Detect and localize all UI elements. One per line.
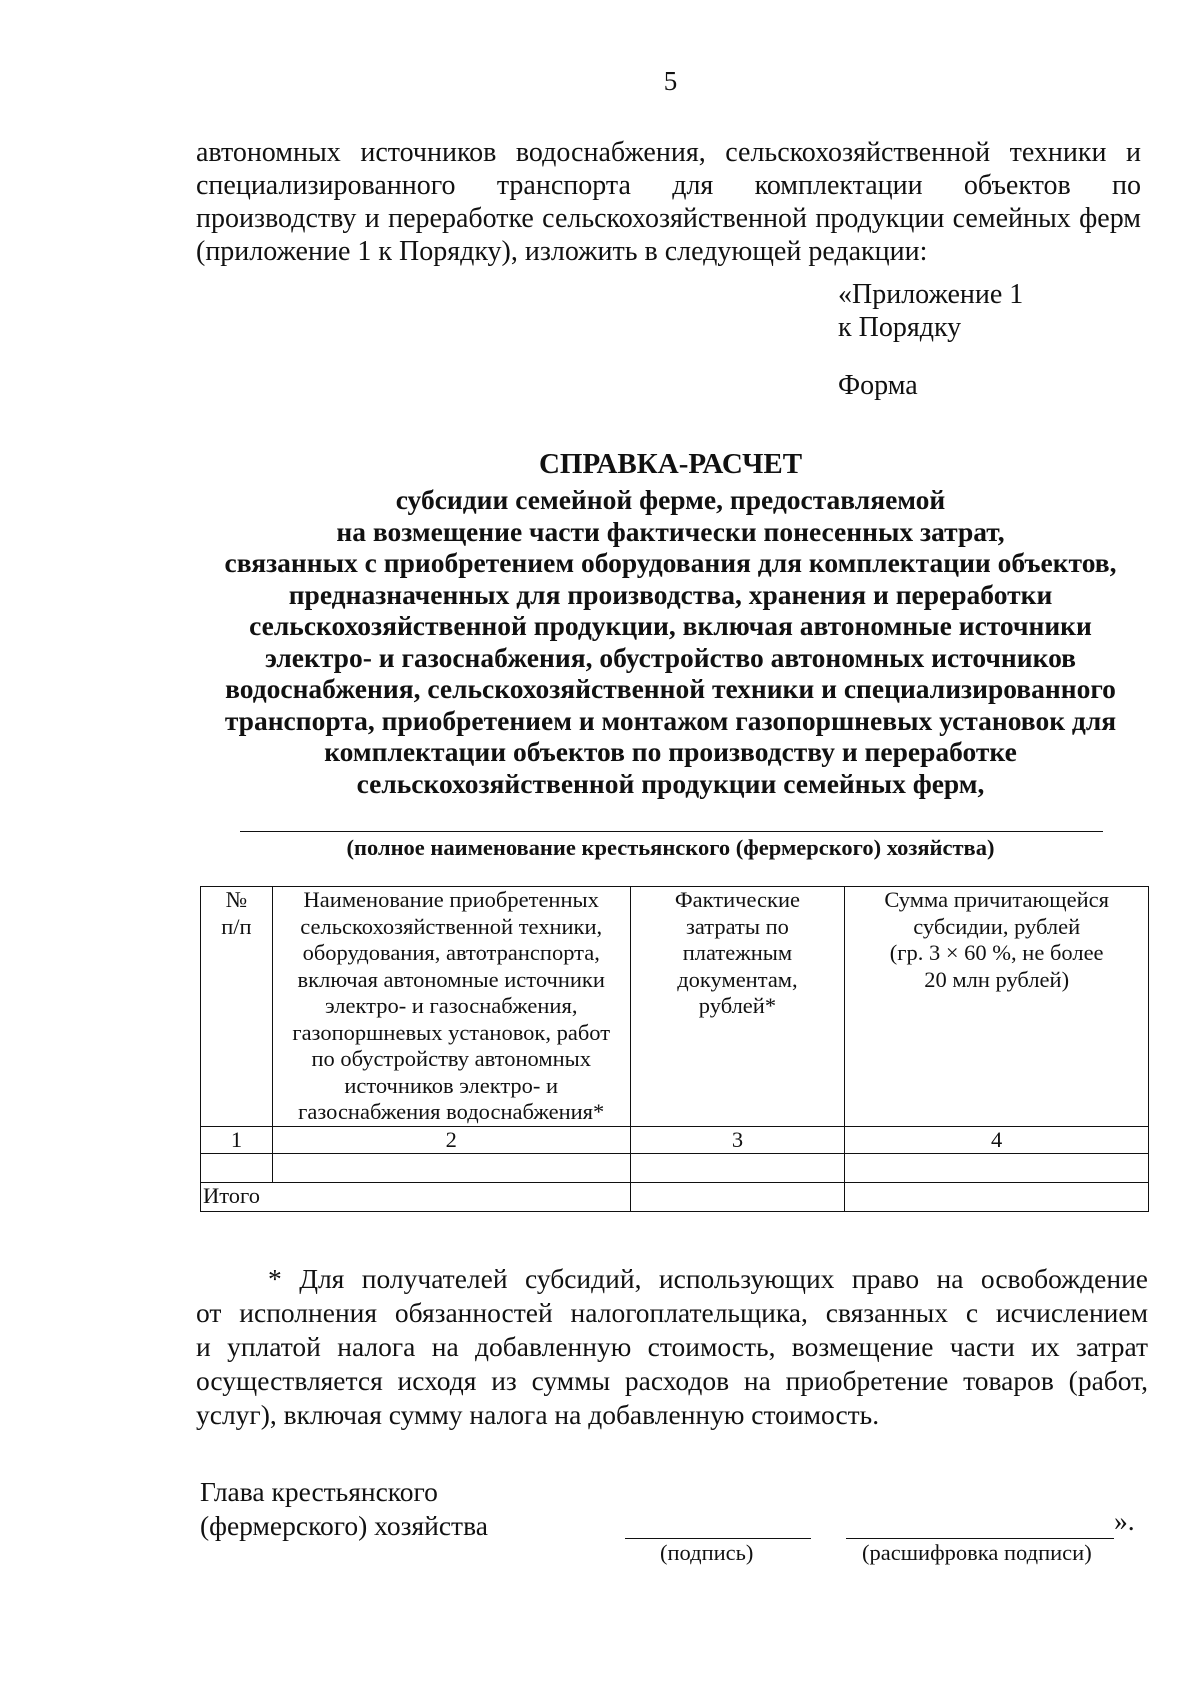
appendix-reference	[838, 278, 1023, 344]
intro-line: специализированного транспорта для комплектации объектов по	[196, 170, 1141, 201]
column-number: 4	[845, 1126, 1149, 1153]
table-column-numbers-row	[201, 1126, 1149, 1153]
intro-paragraph	[196, 136, 1141, 268]
footnote-line: от исполнения обязанностей налогоплательщика, связанных с исчислением	[196, 1297, 1148, 1328]
subtitle-line: субсидии семейной ферме, предоставляемой	[395, 484, 946, 515]
footnote-line: услуг), включая сумму налога на добавленную стоимость.	[196, 1399, 880, 1430]
header-index: № п/п	[201, 887, 273, 1127]
form-label: Форма	[838, 370, 918, 401]
subtitle-line: электро- и газоснабжения, обустройство автономных источников	[264, 641, 1077, 673]
farm-head-line: (фермерского) хозяйства	[200, 1510, 488, 1541]
intro-line: автономных источников водоснабжения, сельскохозяйственной техники и	[196, 137, 1141, 168]
calculation-table	[200, 886, 1149, 1212]
page-number: 5	[663, 66, 678, 96]
table-cell	[272, 1153, 630, 1182]
subtitle-line: предназначенных для производства, хранения и переработки	[288, 578, 1053, 610]
subtitle-line: комплектации объектов по производству и переработке	[324, 736, 1017, 767]
intro-line: производству и переработке сельскохозяйственной продукции семейных ферм	[196, 203, 1141, 234]
subtitle-line: транспорта, приобретением и монтажом газопоршневых установок для	[224, 704, 1117, 736]
table-cell	[845, 1182, 1149, 1211]
document-title: СПРАВКА-РАСЧЕТ	[538, 448, 803, 480]
header-subsidy-amount: Сумма причитающейся субсидии, рублей (гр. 3 × 60 %, не более 20 млн рублей)	[845, 887, 1149, 1127]
subtitle-line: сельскохозяйственной продукции, включая автономные источники	[249, 610, 1092, 641]
appendix-line: «Приложение 1	[838, 279, 1024, 310]
closing-quote: ».	[1114, 1505, 1135, 1536]
signature-blank-line	[625, 1538, 811, 1539]
column-number: 3	[630, 1126, 845, 1153]
subtitle-line: водоснабжения, сельскохозяйственной техники и специализированного	[225, 673, 1116, 704]
header-item-name: Наименование приобретенных сельскохозяйственной техники, оборудования, автотранспорта, включая автономные источники электро- и газоснабжения, газопоршневых установок, работ по обустройству автономных источников электро- и газоснабжения водоснабжения*	[272, 887, 630, 1127]
farm-name-blank-line	[240, 831, 1103, 832]
table-cell	[630, 1182, 845, 1211]
footnote-line: * Для получателей субсидий, использующих право на освобождение	[268, 1263, 1148, 1294]
signature-caption: (подпись)	[660, 1540, 754, 1565]
intro-line: (приложение 1 к Порядку), изложить в следующей редакции:	[196, 236, 928, 267]
subtitle-line: связанных с приобретением оборудования для комплектации объектов,	[224, 547, 1117, 578]
farm-name-caption: (полное наименование крестьянского (фермерского) хозяйства)	[346, 835, 995, 860]
total-label: Итого	[201, 1182, 631, 1211]
subtitle-line: сельскохозяйственной продукции семейных ферм,	[356, 767, 985, 799]
table-cell	[201, 1153, 273, 1182]
signature-decode-caption: (расшифровка подписи)	[862, 1540, 1092, 1565]
signature-decode-blank-line	[846, 1538, 1114, 1539]
column-number: 1	[201, 1126, 273, 1153]
header-actual-costs: Фактические затраты по платежным документам, рублей*	[630, 887, 845, 1127]
footnote-line: осуществляется исходя из суммы расходов на приобретение товаров (работ,	[196, 1365, 1148, 1396]
document-subtitle	[0, 484, 1200, 799]
table-cell	[845, 1153, 1149, 1182]
subtitle-line: на возмещение части фактически понесенных затрат,	[336, 515, 1005, 547]
column-number: 2	[272, 1126, 630, 1153]
table-header-row	[201, 887, 1149, 1127]
table-row	[201, 1153, 1149, 1182]
farm-head-line: Глава крестьянского	[200, 1476, 438, 1507]
appendix-line: к Порядку	[838, 312, 962, 343]
table-total-row	[201, 1182, 1149, 1211]
footnote	[196, 1262, 1148, 1432]
footnote-line: и уплатой налога на добавленную стоимость, возмещение части их затрат	[196, 1331, 1148, 1362]
farm-head-title	[200, 1475, 488, 1543]
table-cell	[630, 1153, 845, 1182]
